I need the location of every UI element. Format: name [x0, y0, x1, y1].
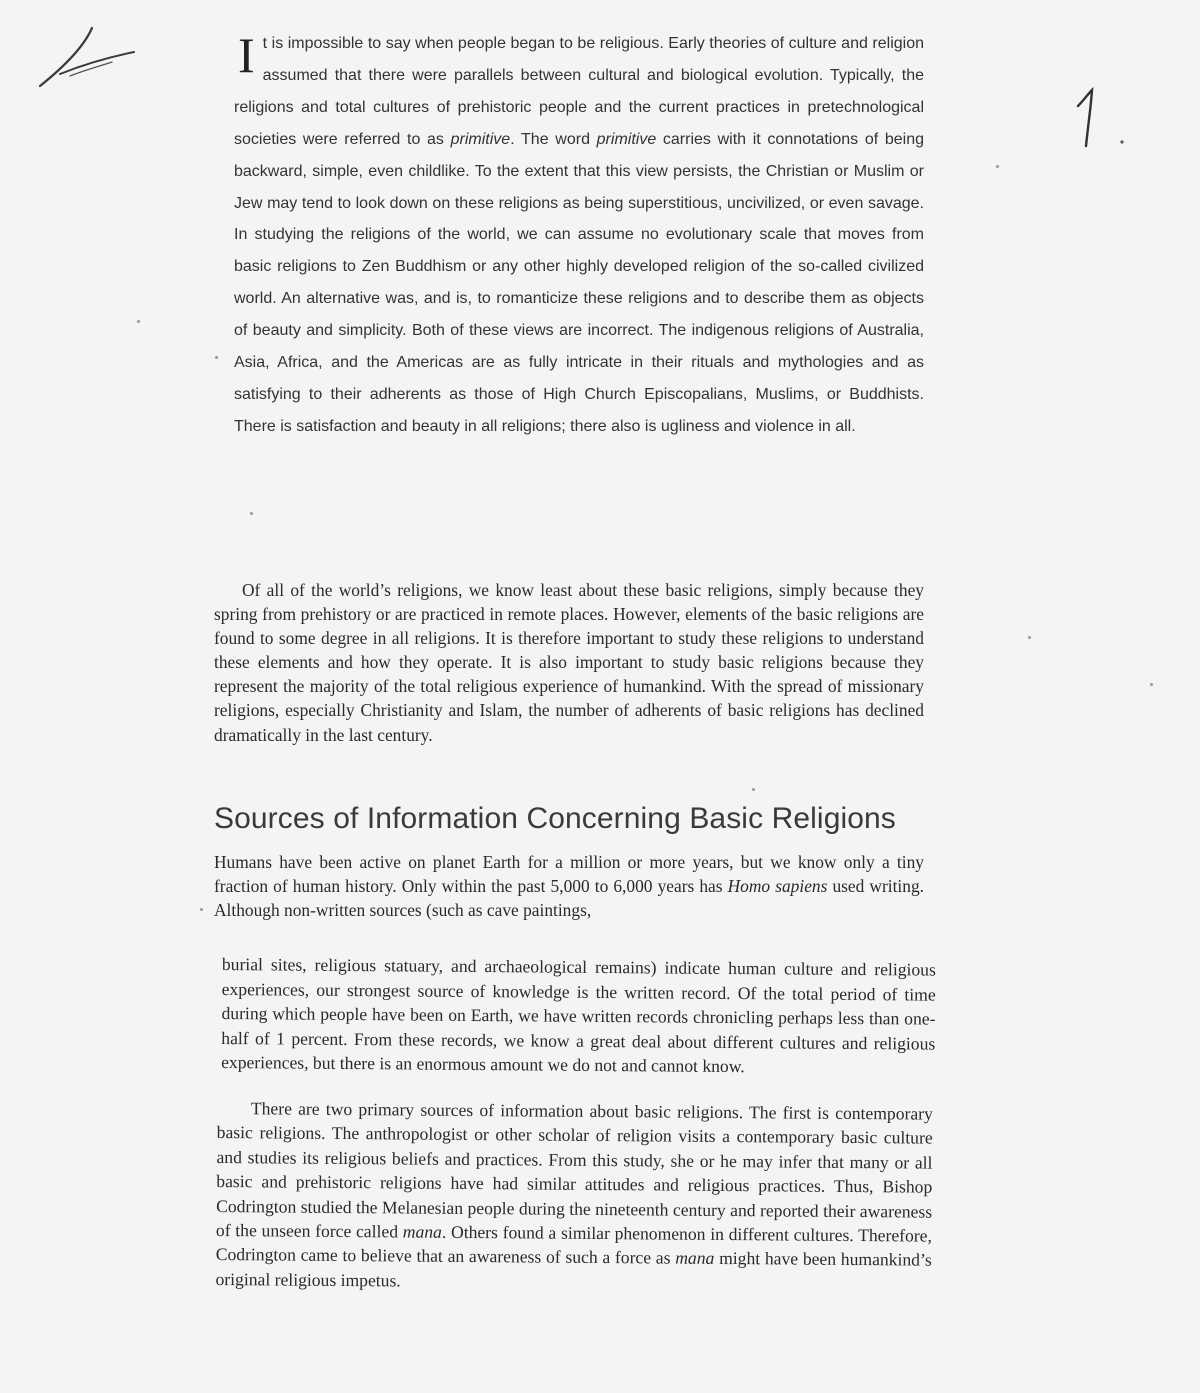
scan-speck — [996, 165, 999, 168]
para5-italic-b: mana — [675, 1248, 715, 1269]
scan-speck — [250, 512, 253, 515]
body-paragraph-basic-religions: Of all of the world’s religions, we know least about these basic religions, simply because they spring from prehistory or are practiced in remote places. However, elements of the basic religions are found to some degree in all religions. It is therefore important to study these religions to understand these elements and how they operate. It is also important to study basic religions because they represent the majority of the total religious experience of humankind. With the spread of missionary religions, especially Christianity and Islam, the number of adherents of basic religions has declined dramatically in the last century. — [214, 580, 924, 745]
intro-italic-b: primitive — [596, 130, 657, 148]
scan-speck — [200, 908, 203, 911]
drop-cap: I — [238, 27, 255, 83]
body-paragraph-primary-sources — [215, 1096, 933, 1297]
para3-text-b: used writing. Although non-written sources (such as cave paintings, — [214, 876, 924, 921]
body-paragraph-sources — [214, 850, 924, 923]
scan-speck — [215, 356, 218, 359]
intro-paragraph — [234, 28, 924, 443]
para5-text-c: might have been humankind’s original religious impetus. — [215, 1248, 932, 1291]
intro-italic-a: primitive — [450, 130, 511, 148]
para3-italic: Homo sapiens — [727, 876, 828, 897]
para5-text-b: . Others found a similar phenomenon in different cultures. Therefore, Codrington came to believe that an awareness of such a force as — [215, 1221, 932, 1269]
intro-text-a: t is impossible to say when people began to be religious. Early theories of culture and religion assumed that there were parallels between cultural and biological evolution. Typically, the religions and total cultures of prehistoric people and the current practices in pretechnological societies were referred to as — [234, 35, 924, 148]
scan-speck — [752, 788, 755, 791]
scan-speck — [137, 320, 140, 323]
intro-text-b: . The word — [510, 130, 597, 148]
scan-speck — [1028, 636, 1031, 639]
handwritten-mark-icon — [30, 22, 140, 92]
intro-text-c: carries with it connotations of being backward, simple, even childlike. To the extent that this view persists, the Christian or Muslim or Jew may tend to look down on these religions as being superstitious, uncivilized, or even savage. In studying the religions of the world, we can assume no evolutionary scale that moves from basic religions to Zen Buddhism or any other highly developed religion of the so-called civilized world. An alternative was, and is, to romanticize these religions and to describe them as objects of beauty and simplicity. Both of these views are incorrect. The indigenous religions of Australia, Asia, Africa, and the Americas are as fully intricate in their rituals and mythologies and as satisfying to their adherents as those of High Church Episcopalians, Muslims, or Buddhists. There is satisfaction and beauty in all religions; there also is ugliness and violence in all. — [234, 130, 925, 435]
para5-italic-a: mana — [402, 1221, 442, 1242]
para5-text-a: There are two primary sources of information about basic religions. The first is contemporary basic religions. The anthropologist or other scholar of religion visits a contemporary basic culture and studies its religious beliefs and practices. From this study, she or he may infer that many or all basic and prehistoric religions have had similar attitudes and religious practices. Thus, Bishop Codrington studied the Melanesian people during the nineteenth century and reported their awareness of the unseen force called — [215, 1098, 933, 1242]
section-heading: Sources of Information Concerning Basic Religions — [214, 802, 896, 835]
scan-speck — [1150, 683, 1153, 686]
para3-text-a: Humans have been active on planet Earth for a million or more years, but we know only a tiny fraction of human history. Only within the past 5,000 to 6,000 years has — [214, 852, 924, 897]
handwritten-page-number-icon — [1068, 86, 1128, 156]
body-paragraph-continued: burial sites, religious statuary, and archaeological remains) indicate human culture and religious experiences, our strongest source of knowledge is the written record. Of the total period of time during which people have been on Earth, we have written records chronicling perhaps less than one-half of 1 percent. From these records, we know a great deal about different cultures and religious experiences, but there is an enormous amount we do not and cannot know. — [221, 953, 936, 1077]
